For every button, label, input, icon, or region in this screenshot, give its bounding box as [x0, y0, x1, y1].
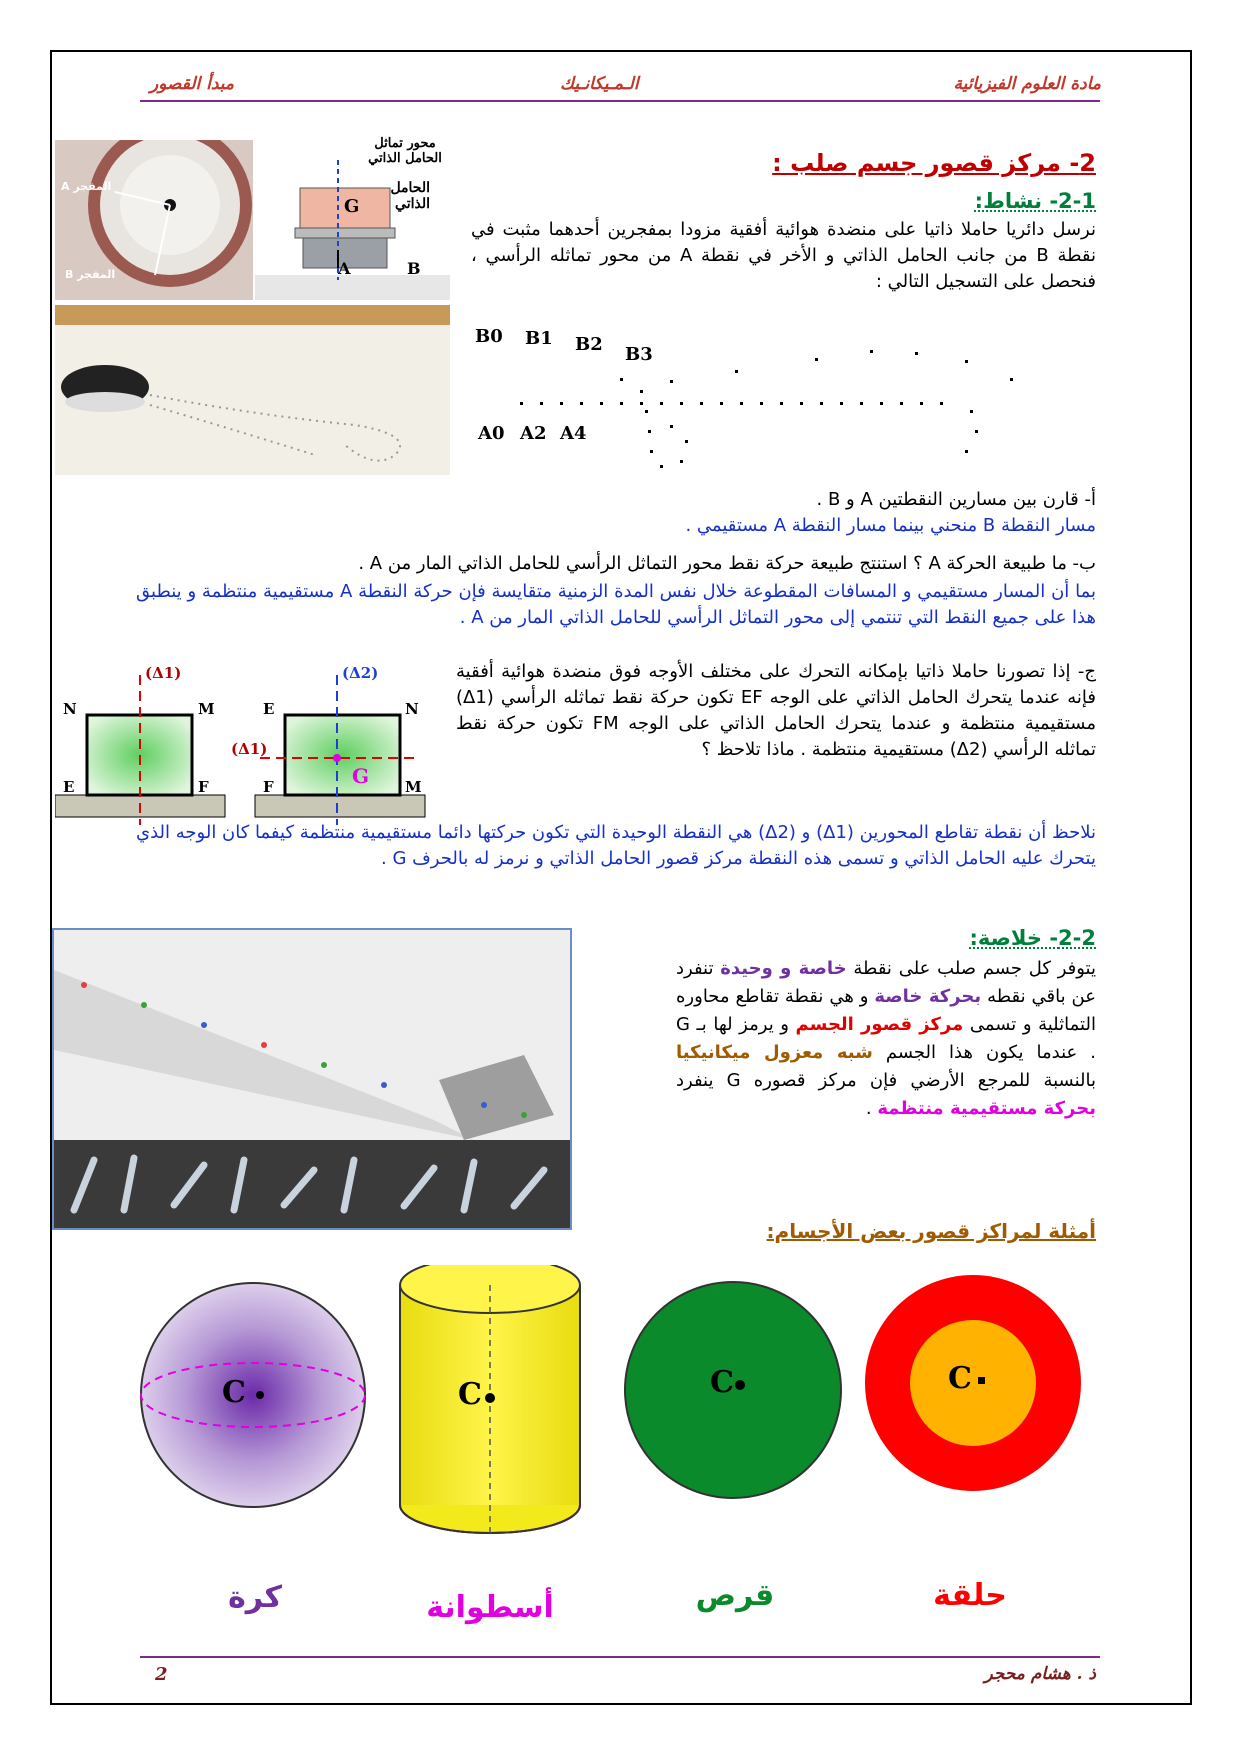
header-subject: مادة العلوم الفيزيائية	[953, 74, 1101, 94]
disc-label: قرص	[695, 1578, 775, 1613]
header-topic: مبدأ القصور	[150, 74, 235, 94]
box-delta1: (Δ1)	[145, 664, 182, 682]
examples-drawing	[140, 1265, 1100, 1565]
g-label: G	[344, 196, 360, 217]
disc-center: C	[710, 1365, 734, 1400]
box-e1: E	[63, 778, 75, 796]
box-f1: F	[198, 778, 209, 796]
summary-p3: و هي نقطة تقاطع محاوره التماثلية و تسمى	[676, 986, 1096, 1035]
puck-photo	[55, 140, 253, 300]
recording-diagram	[475, 326, 1100, 480]
examples-figure	[140, 1265, 1100, 1565]
box-m2: M	[405, 778, 422, 796]
puck-diagram	[255, 136, 450, 300]
a-label: A	[338, 259, 351, 278]
summary-k4: شبه معزول ميكانيكيا	[676, 1042, 873, 1063]
footer-rule	[140, 1656, 1100, 1658]
box-delta2: (Δ2)	[342, 664, 379, 682]
cylinder-center: C	[458, 1377, 482, 1412]
footer-author: ذ . هشام محجر	[984, 1664, 1096, 1684]
question-b: ب- ما طبيعة الحركة A ؟ استنتج طبيعة حركة نقط محور التماثل الرأسي للحامل الذاتي المار من A .	[358, 553, 1096, 574]
rec-b0: B0	[475, 326, 503, 347]
rec-a4: A4	[560, 423, 587, 444]
header-unit: الـمـيكانـيك	[560, 74, 639, 94]
b-label: B	[407, 259, 421, 278]
box-n1: N	[63, 700, 77, 718]
sphere-shape	[141, 1283, 365, 1507]
page-number: 2	[155, 1664, 168, 1685]
question-a: أ- قارن بين مسارين النقطتين A و B .	[816, 489, 1096, 510]
summary-k1: خاصة و وحيدة	[720, 958, 847, 979]
rec-b3: B3	[625, 344, 653, 365]
examples-title: أمثلة لمراكز قصور بعض الأجسام:	[766, 1219, 1096, 1243]
summary-p5: بالنسبة للمرجع الأرضي فإن مركز قصوره G ينفرد	[676, 1070, 1096, 1091]
question-c: ج- إذا تصورنا حاملا ذاتيا بإمكانه التحرك على مختلف الأوجه فوق منضدة هوائية أفقية فإنه عندما يتحرك الحامل الذاتي على الوجه EF تكون حركة نقط تماثله الرأسي (Δ1) مستقيمية منتظمة و عندما يتحرك الحامل الذاتي على الوجه FM تكون حركة نقط تماثله الرأسي (Δ2) مستقيمية منتظمة . ماذا تلاحظ ؟	[456, 661, 1096, 760]
box-m1: M	[198, 700, 215, 718]
recording-dots	[520, 330, 1100, 480]
answer-c: نلاحظ أن نقطة تقاطع المحورين (Δ1) و (Δ2) هي النقطة الوحيدة التي تكون حركتها دائما مستقيمية منتظمة كيفما كان الوجه الذي يتحرك عليه الحامل الذاتي و تسمى هذه النقطة مركز قصور الحامل الذاتي و نرمز له بالحرف G .	[136, 822, 1096, 869]
summary-p4: و يرمز لها بـ G . عندما يكون هذا الجسم	[676, 1014, 1096, 1063]
sphere-label: كرة	[228, 1580, 282, 1615]
activity-text: نرسل دائريا حاملا ذاتيا على منضدة هوائية أفقية مزودا بمفجرين أحدهما مثبت في نقطة B من جانب الحامل الذاتي و الأخر في نقطة A من محور تماثله الرأسي ، فنحصل على التسجيل التالي :	[471, 219, 1096, 292]
summary-k3: مركز قصور الجسم	[795, 1014, 964, 1035]
activity-title: 2-1- نشاط:	[974, 189, 1096, 213]
summary-photo	[52, 928, 572, 1230]
axis-label: محور تماثل الحامل الذاتي	[368, 136, 442, 166]
answer-a: مسار النقطة B منحني بينما مسار النقطة A مستقيمي .	[685, 515, 1096, 536]
summary-p6: .	[865, 1098, 872, 1119]
answer-b: بما أن المسار مستقيمي و المسافات المقطوعة خلال نفس المدة الزمنية متقايسة فإن حركة النقطة A مستقيمية منتظمة و ينطبق هذا على جميع النقط التي تنتمي إلى محور التماثل الرأسي للحامل الذاتي المار من A .	[136, 581, 1096, 628]
ring-label: حلقة	[933, 1578, 1007, 1613]
jet-b-label: المفجر B	[65, 268, 116, 281]
box-f2: F	[263, 778, 274, 796]
box-g: G	[352, 764, 370, 788]
puck-label: الحامل الذاتي	[390, 180, 430, 212]
box-delta1-b: (Δ1)	[231, 740, 268, 758]
rec-a2: A2	[520, 423, 547, 444]
summary-text	[676, 955, 1096, 1123]
cylinder-label: أسطوانة	[426, 1590, 554, 1625]
summary-p1: يتوفر كل جسم صلب على نقطة	[853, 958, 1096, 979]
sphere-center: C	[222, 1375, 246, 1410]
ring-center: C	[948, 1361, 972, 1396]
summary-p2: تنفرد عن باقي نقطه	[676, 958, 1096, 1007]
summary-k5: بحركة مستقيمية منتظمة	[877, 1098, 1096, 1119]
rec-a0: A0	[478, 423, 505, 444]
summary-title: 2-2- خلاصة:	[969, 926, 1096, 950]
rec-b1: B1	[525, 328, 553, 349]
table-photo-drawing	[55, 305, 450, 475]
box-n2: N	[405, 700, 419, 718]
box-e2: E	[263, 700, 275, 718]
rec-b2: B2	[575, 334, 603, 355]
section-title: 2- مركز قصور جسم صلب :	[772, 149, 1096, 177]
jet-a-label: المفجر A	[61, 180, 112, 193]
summary-k2: بحركة خاصة	[874, 986, 982, 1007]
boxes-figure	[55, 660, 435, 830]
summary-photo-drawing	[54, 930, 570, 1228]
table-photo	[55, 305, 450, 475]
header-rule	[140, 100, 1100, 102]
